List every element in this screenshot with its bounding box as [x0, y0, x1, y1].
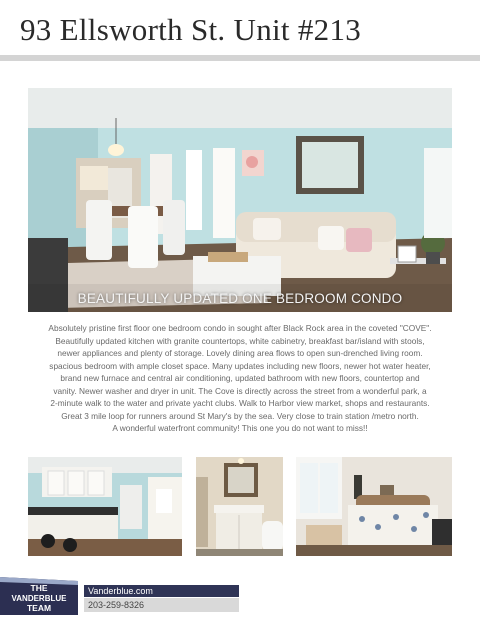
logo-line-1: THE — [30, 583, 48, 593]
description-line: A wonderful waterfront community! This one you do not want to miss!! — [112, 423, 368, 433]
listing-title: 93 Ellsworth St. Unit #213 — [20, 12, 362, 47]
kitchen-illustration — [28, 457, 182, 556]
phone-number[interactable]: 203-259-8326 — [88, 600, 145, 610]
description-line: Beautifully updated kitchen with granite countertops, white cabinetry, breakfast bar/island with stools, — [55, 335, 425, 346]
description-line: newer appliances and plenty of storage. Lovely dining area flows to open sun-drenched living room. — [57, 348, 423, 358]
bathroom-photo — [196, 457, 283, 556]
description-line: spacious bedroom with ample closet space. Many updates including new floors, newer hot water heater, — [49, 360, 431, 371]
description-line: vanity. Newer washer and dryer in unit. The Cove is directly across the street from a wonderful park, a — [53, 385, 427, 396]
description-line: Great 3 mile loop for runners around St Mary's by the sea. Very close to train station /metro north. — [61, 410, 419, 421]
kitchen-photo — [28, 457, 182, 556]
logo-line-3: TEAM — [26, 603, 52, 613]
description-line: brand new furnace and central air conditioning, updated bathroom with new floors, countertop and — [60, 373, 420, 383]
description-line: Absolutely pristine first floor one bedroom condo in sought after Black Rock area in the coveted "COVE". — [48, 323, 432, 333]
vanderblue-team-logo — [0, 577, 78, 615]
hero-caption: BEAUTIFULLY UPDATED ONE BEDROOM CONDO — [77, 291, 403, 306]
title-divider — [0, 55, 480, 61]
hero-photo — [28, 88, 452, 312]
logo-line-2: VANDERBLUE — [11, 594, 67, 603]
bedroom-illustration — [296, 457, 452, 556]
website-link[interactable]: Vanderblue.com — [88, 586, 153, 596]
bathroom-illustration — [196, 457, 283, 556]
living-room-illustration — [28, 88, 452, 312]
bedroom-photo — [296, 457, 452, 556]
description-line: 2-minute walk to the water and private yacht clubs. Walk to Harbor view market, shops and restaurants. — [50, 398, 430, 408]
listing-description — [32, 322, 448, 435]
